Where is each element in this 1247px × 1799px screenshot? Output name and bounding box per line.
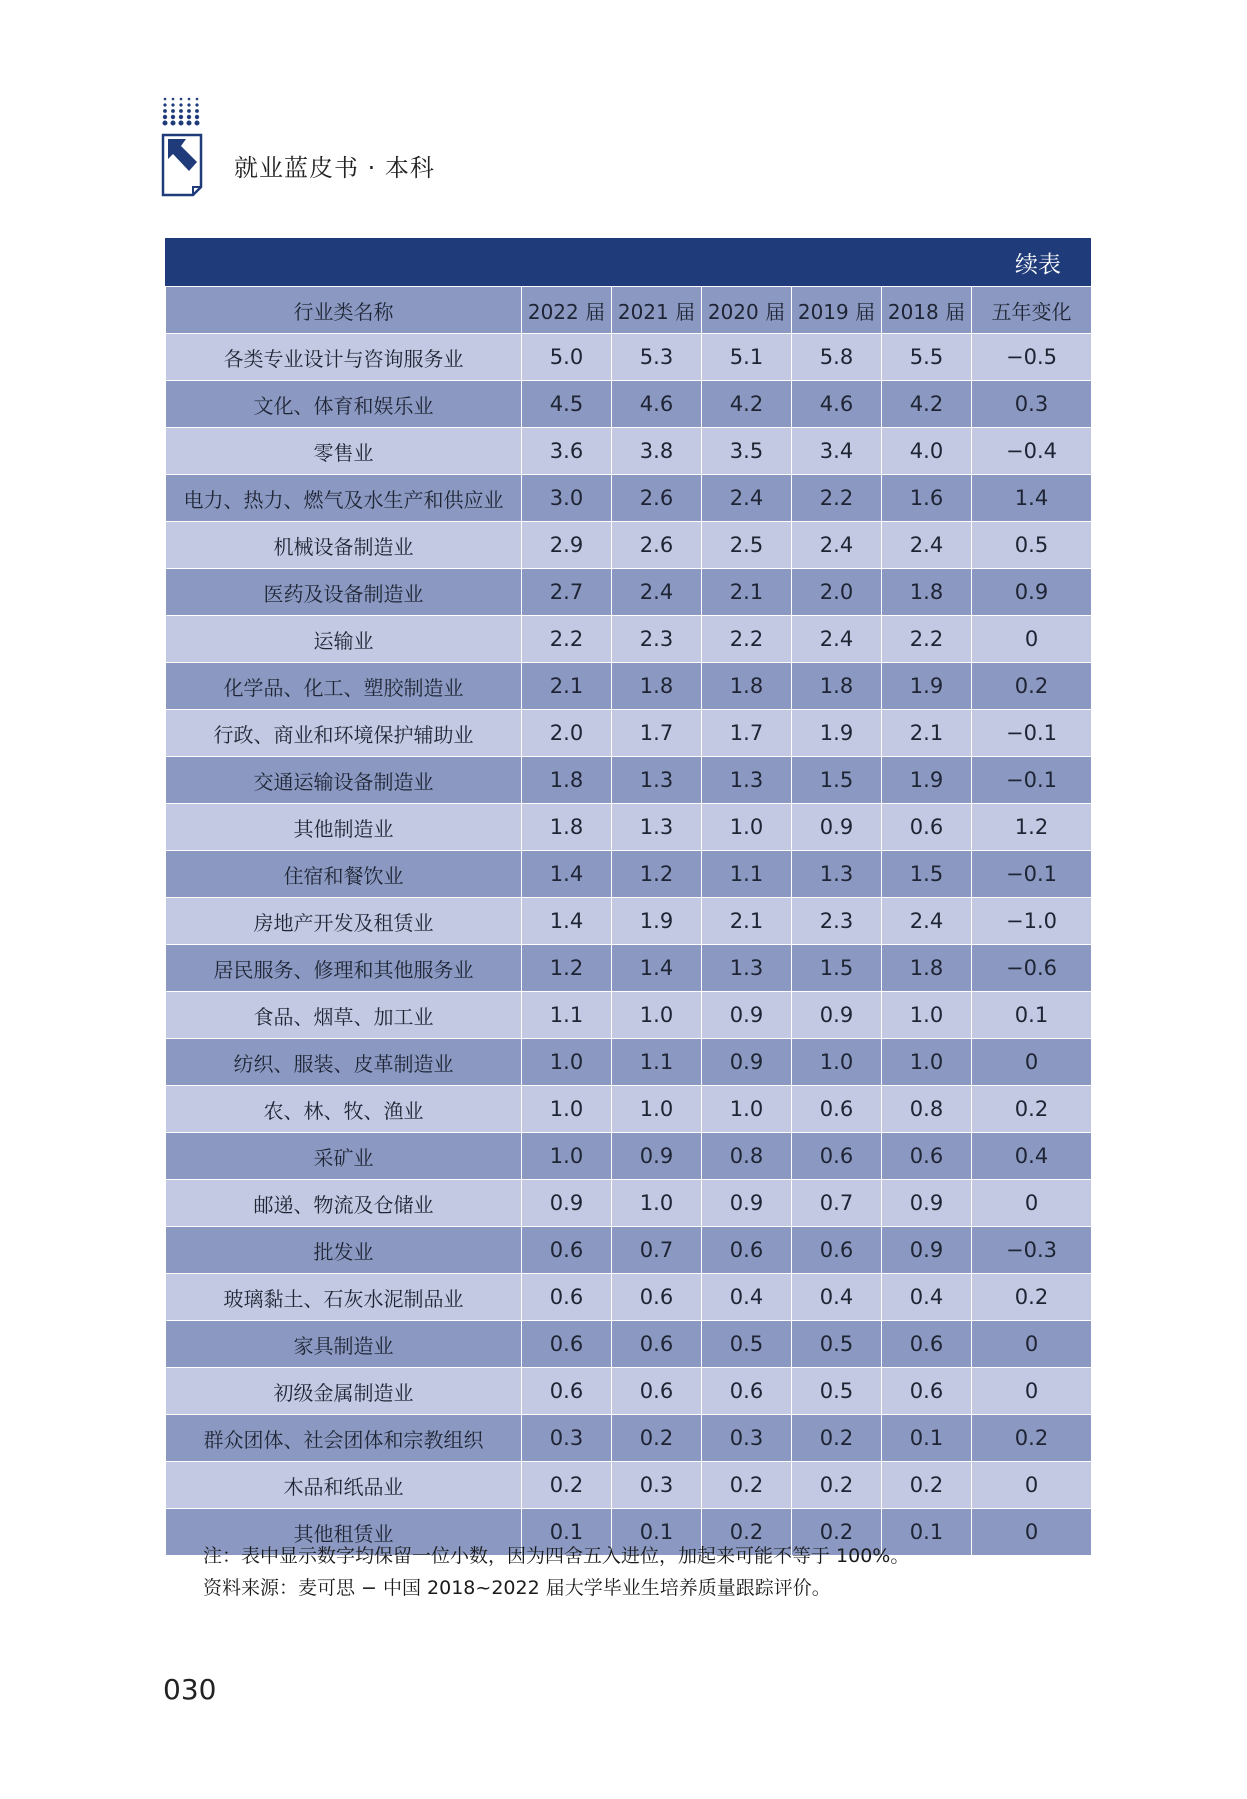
value-cell: 1.4 [522,851,612,898]
value-cell: 2.2 [792,475,882,522]
table-row [166,1368,1092,1415]
value-cell: 0.6 [882,1368,972,1415]
source-text: 资料来源：麦可思 − 中国 2018~2022 届大学毕业生培养质量跟踪评价。 [203,1577,831,1599]
value-cell: 2.4 [612,569,702,616]
value-cell: 3.4 [792,428,882,475]
table-row [166,381,1092,428]
column-header: 2021 届 [612,287,702,334]
industry-name-cell: 各类专业设计与咨询服务业 [166,334,522,381]
value-cell: 1.0 [612,1180,702,1227]
value-cell: −1.0 [972,898,1092,945]
value-cell: −0.3 [972,1227,1092,1274]
industry-name-cell: 机械设备制造业 [166,522,522,569]
industry-name-cell: 交通运输设备制造业 [166,757,522,804]
value-cell: 4.2 [702,381,792,428]
table-row [166,945,1092,992]
value-cell: 0.4 [972,1133,1092,1180]
value-cell: 0.6 [702,1368,792,1415]
industry-name-cell: 木品和纸品业 [166,1462,522,1509]
table-row [166,1274,1092,1321]
value-cell: 0.9 [522,1180,612,1227]
value-cell: 1.0 [522,1039,612,1086]
table-row [166,663,1092,710]
data-table [165,286,1092,1556]
value-cell: 4.5 [522,381,612,428]
column-header: 五年变化 [972,287,1092,334]
value-cell: 0.2 [972,1415,1092,1462]
value-cell: 4.6 [612,381,702,428]
value-cell: 1.8 [702,663,792,710]
value-cell: 1.8 [882,569,972,616]
table-row [166,1462,1092,1509]
value-cell: 0.5 [702,1321,792,1368]
value-cell: 1.0 [612,1086,702,1133]
value-cell: 0.9 [972,569,1092,616]
value-cell: 1.8 [792,663,882,710]
value-cell: 4.2 [882,381,972,428]
book-title: 就业蓝皮书 · 本科 [234,154,435,182]
industry-name-cell: 住宿和餐饮业 [166,851,522,898]
value-cell: 2.1 [702,898,792,945]
value-cell: 0.3 [522,1415,612,1462]
value-cell: 5.8 [792,334,882,381]
table-row [166,992,1092,1039]
industry-name-cell: 其他制造业 [166,804,522,851]
industry-name-cell: 玻璃黏土、石灰水泥制品业 [166,1274,522,1321]
value-cell: 2.1 [522,663,612,710]
table-body [166,334,1092,1556]
value-cell: 0.6 [882,1133,972,1180]
value-cell: −0.1 [972,757,1092,804]
industry-name-cell: 家具制造业 [166,1321,522,1368]
value-cell: 1.7 [612,710,702,757]
value-cell: 1.0 [522,1086,612,1133]
value-cell: 1.4 [612,945,702,992]
value-cell: 1.0 [882,1039,972,1086]
value-cell: 0 [972,1039,1092,1086]
industry-name-cell: 群众团体、社会团体和宗教组织 [166,1415,522,1462]
table-row [166,475,1092,522]
value-cell: 0.2 [702,1509,792,1556]
value-cell: 0.6 [522,1321,612,1368]
value-cell: 0.3 [972,381,1092,428]
industry-name-cell: 文化、体育和娱乐业 [166,381,522,428]
value-cell: 1.8 [612,663,702,710]
value-cell: 1.2 [522,945,612,992]
value-cell: 1.5 [792,757,882,804]
value-cell: 2.1 [702,569,792,616]
value-cell: 0.5 [972,522,1092,569]
value-cell: 5.3 [612,334,702,381]
value-cell: 0.9 [792,804,882,851]
industry-name-cell: 行政、商业和环境保护辅助业 [166,710,522,757]
value-cell: 2.2 [882,616,972,663]
column-header: 2020 届 [702,287,792,334]
column-header: 2019 届 [792,287,882,334]
value-cell: 1.0 [702,804,792,851]
value-cell: 0.3 [612,1462,702,1509]
value-cell: 1.3 [792,851,882,898]
table-row [166,898,1092,945]
value-cell: 0.9 [702,1039,792,1086]
value-cell: 0.2 [792,1415,882,1462]
value-cell: 1.9 [882,663,972,710]
value-cell: −0.4 [972,428,1092,475]
continued-label: 续表 [1015,251,1061,278]
value-cell: 0 [972,1180,1092,1227]
value-cell: 3.8 [612,428,702,475]
value-cell: 0.9 [882,1227,972,1274]
value-cell: 0.2 [972,1274,1092,1321]
value-cell: 1.3 [702,757,792,804]
value-cell: 0.2 [522,1462,612,1509]
value-cell: 0.3 [702,1415,792,1462]
value-cell: 0.9 [882,1180,972,1227]
industry-name-cell: 纺织、服装、皮革制造业 [166,1039,522,1086]
industry-name-cell: 初级金属制造业 [166,1368,522,1415]
value-cell: 1.5 [882,851,972,898]
industry-table [165,238,1091,1556]
value-cell: 1.0 [612,992,702,1039]
industry-name-cell: 运输业 [166,616,522,663]
value-cell: 1.6 [882,475,972,522]
value-cell: 0.4 [702,1274,792,1321]
value-cell: 0.1 [882,1415,972,1462]
value-cell: 1.8 [882,945,972,992]
value-cell: 0.9 [612,1133,702,1180]
value-cell: −0.1 [972,710,1092,757]
value-cell: 1.9 [882,757,972,804]
value-cell: 5.0 [522,334,612,381]
value-cell: 0.6 [612,1368,702,1415]
value-cell: 0.6 [522,1274,612,1321]
value-cell: 0 [972,1509,1092,1556]
value-cell: 0.9 [702,992,792,1039]
value-cell: 1.0 [882,992,972,1039]
value-cell: 0.6 [612,1321,702,1368]
value-cell: 0.8 [702,1133,792,1180]
column-header: 2022 届 [522,287,612,334]
value-cell: 3.6 [522,428,612,475]
value-cell: 1.3 [612,804,702,851]
value-cell: 1.0 [702,1086,792,1133]
value-cell: 0.7 [792,1180,882,1227]
value-cell: 0.2 [882,1462,972,1509]
value-cell: 0.6 [792,1227,882,1274]
value-cell: 0.5 [792,1368,882,1415]
value-cell: 2.4 [792,522,882,569]
value-cell: 0.4 [792,1274,882,1321]
value-cell: 0 [972,1368,1092,1415]
value-cell: 0.6 [702,1227,792,1274]
value-cell: 1.0 [522,1133,612,1180]
value-cell: 0.6 [522,1227,612,1274]
value-cell: 0 [972,616,1092,663]
value-cell: 2.6 [612,522,702,569]
value-cell: 1.2 [612,851,702,898]
value-cell: 0.1 [522,1509,612,1556]
table-row [166,522,1092,569]
table-row [166,1321,1092,1368]
value-cell: 1.3 [702,945,792,992]
value-cell: 5.5 [882,334,972,381]
table-row [166,616,1092,663]
column-header: 2018 届 [882,287,972,334]
value-cell: −0.5 [972,334,1092,381]
value-cell: 1.5 [792,945,882,992]
value-cell: 2.7 [522,569,612,616]
value-cell: 0.4 [882,1274,972,1321]
value-cell: 1.1 [612,1039,702,1086]
value-cell: 2.0 [792,569,882,616]
value-cell: 0.1 [612,1509,702,1556]
value-cell: 1.1 [522,992,612,1039]
value-cell: 4.0 [882,428,972,475]
value-cell: 0.9 [792,992,882,1039]
value-cell: 0.2 [792,1509,882,1556]
value-cell: 1.2 [972,804,1092,851]
value-cell: 1.9 [612,898,702,945]
value-cell: 0.6 [882,804,972,851]
table-row [166,1086,1092,1133]
value-cell: 4.6 [792,381,882,428]
value-cell: 1.0 [792,1039,882,1086]
industry-name-cell: 其他租赁业 [166,1509,522,1556]
industry-name-cell: 食品、烟草、加工业 [166,992,522,1039]
table-row [166,1039,1092,1086]
value-cell: 2.0 [522,710,612,757]
table-row [166,1133,1092,1180]
value-cell: 0.1 [882,1509,972,1556]
value-cell: −0.1 [972,851,1092,898]
value-cell: 0.8 [882,1086,972,1133]
value-cell: 0 [972,1321,1092,1368]
table-notes [203,1540,909,1604]
table-row [166,804,1092,851]
value-cell: 2.4 [792,616,882,663]
industry-name-cell: 农、林、牧、渔业 [166,1086,522,1133]
table-row [166,851,1092,898]
value-cell: 0.2 [702,1462,792,1509]
industry-name-cell: 医药及设备制造业 [166,569,522,616]
table-row [166,757,1092,804]
table-row [166,1180,1092,1227]
industry-name-cell: 批发业 [166,1227,522,1274]
value-cell: 1.8 [522,757,612,804]
value-cell: 3.5 [702,428,792,475]
table-row [166,428,1092,475]
value-cell: 1.9 [792,710,882,757]
value-cell: 0.1 [972,992,1092,1039]
value-cell: 1.7 [702,710,792,757]
value-cell: 1.4 [522,898,612,945]
table-row [166,334,1092,381]
value-cell: 5.1 [702,334,792,381]
industry-name-cell: 电力、热力、燃气及水生产和供应业 [166,475,522,522]
value-cell: −0.6 [972,945,1092,992]
value-cell: 0 [972,1462,1092,1509]
value-cell: 0.7 [612,1227,702,1274]
value-cell: 0.2 [972,1086,1092,1133]
value-cell: 0.6 [522,1368,612,1415]
value-cell: 0.6 [792,1133,882,1180]
value-cell: 0.6 [792,1086,882,1133]
industry-name-cell: 采矿业 [166,1133,522,1180]
value-cell: 2.3 [612,616,702,663]
value-cell: 2.2 [522,616,612,663]
table-row [166,710,1092,757]
industry-name-cell: 居民服务、修理和其他服务业 [166,945,522,992]
value-cell: 2.9 [522,522,612,569]
value-cell: 0.2 [972,663,1092,710]
value-cell: 2.4 [882,522,972,569]
industry-name-cell: 化学品、化工、塑胶制造业 [166,663,522,710]
value-cell: 0.2 [792,1462,882,1509]
book-logo-icon [160,95,210,200]
value-cell: 0.9 [702,1180,792,1227]
page-number: 030 [163,1673,217,1706]
industry-name-cell: 零售业 [166,428,522,475]
value-cell: 2.4 [702,475,792,522]
value-cell: 0.6 [882,1321,972,1368]
value-cell: 2.5 [702,522,792,569]
value-cell: 2.4 [882,898,972,945]
value-cell: 2.1 [882,710,972,757]
value-cell: 3.0 [522,475,612,522]
value-cell: 1.1 [702,851,792,898]
value-cell: 1.8 [522,804,612,851]
value-cell: 2.3 [792,898,882,945]
table-row [166,1227,1092,1274]
table-row [166,569,1092,616]
continued-banner [165,238,1091,286]
table-row [166,1415,1092,1462]
value-cell: 2.6 [612,475,702,522]
industry-name-cell: 房地产开发及租赁业 [166,898,522,945]
value-cell: 2.2 [702,616,792,663]
value-cell: 0.5 [792,1321,882,1368]
industry-name-cell: 邮递、物流及仓储业 [166,1180,522,1227]
value-cell: 0.2 [612,1415,702,1462]
header-row [166,287,1092,334]
value-cell: 0.6 [612,1274,702,1321]
column-header: 行业类名称 [166,287,522,334]
value-cell: 1.4 [972,475,1092,522]
note-text: 注：表中显示数字均保留一位小数，因为四舍五入进位，加起来可能不等于 100%。 [203,1545,910,1567]
value-cell: 1.3 [612,757,702,804]
